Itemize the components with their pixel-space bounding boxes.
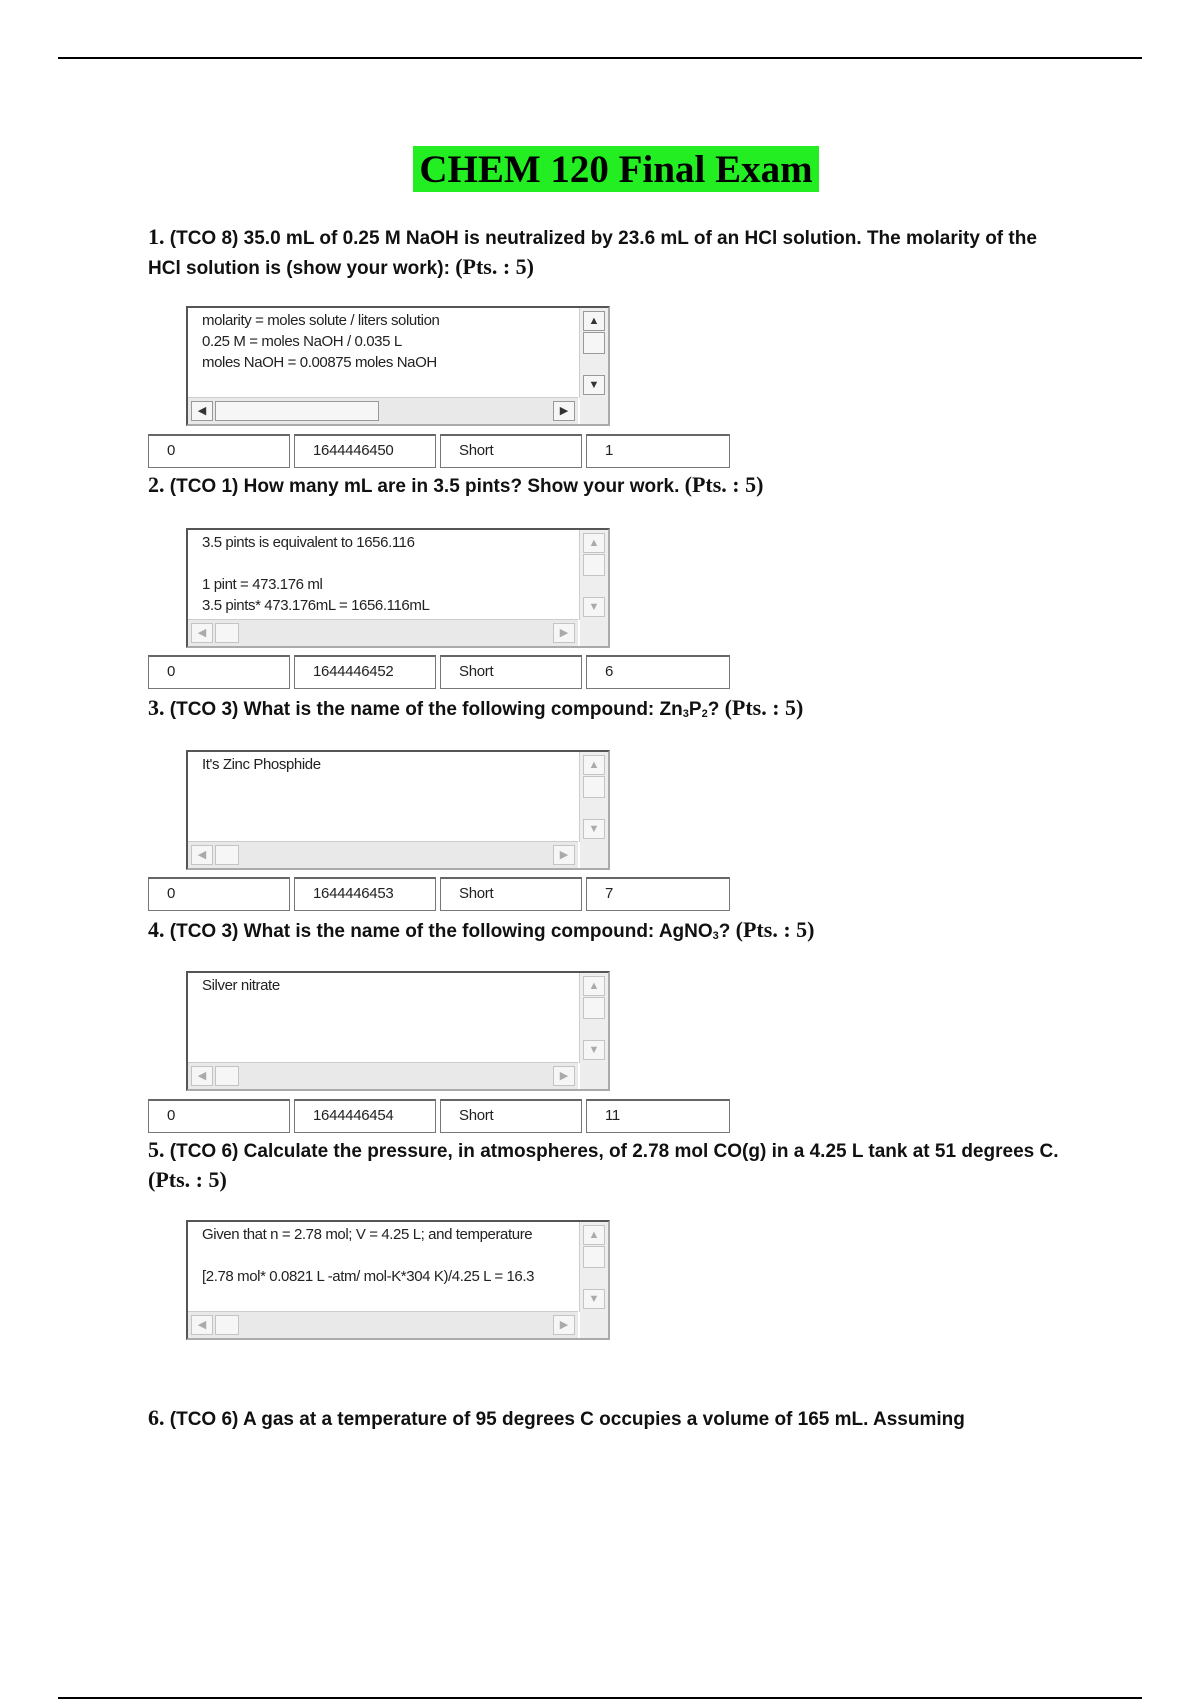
arrow-left-icon[interactable]: ◀: [191, 401, 213, 421]
answer-text[interactable]: [188, 752, 578, 842]
scrollbar-corner: [580, 1063, 608, 1089]
arrow-up-icon[interactable]: ▲: [583, 976, 605, 996]
vertical-scrollbar[interactable]: [579, 530, 608, 620]
question-number: 4.: [148, 917, 165, 942]
arrow-down-icon[interactable]: ▼: [583, 375, 605, 395]
vertical-scrollbar[interactable]: [579, 752, 608, 842]
answer-text[interactable]: [188, 308, 578, 398]
horizontal-scrollbar[interactable]: [188, 397, 578, 424]
vertical-scrollbar[interactable]: [579, 973, 608, 1063]
answer-textarea-4[interactable]: [186, 971, 610, 1091]
horizontal-scrollbar[interactable]: [188, 619, 578, 646]
answer-text[interactable]: [188, 1222, 578, 1312]
arrow-right-icon[interactable]: ▶: [553, 401, 575, 421]
vertical-scrollbar[interactable]: [579, 1222, 608, 1312]
answer-line: moles NaOH = 0.00875 moles NaOH: [202, 354, 437, 371]
question-3: [148, 694, 1068, 728]
answer-line: Given that n = 2.78 mol; V = 4.25 L; and temperature: [202, 1226, 533, 1243]
scroll-thumb[interactable]: [583, 776, 605, 798]
meta-score-field[interactable]: 0: [148, 877, 290, 911]
scroll-thumb[interactable]: [215, 401, 379, 421]
answer-line: Silver nitrate: [202, 977, 280, 994]
meta-id-field[interactable]: 1644446454: [294, 1099, 436, 1133]
meta-score-field[interactable]: 0: [148, 655, 290, 689]
scroll-thumb[interactable]: [583, 997, 605, 1019]
question-text: (TCO 8) 35.0 mL of 0.25 M NaOH is neutralized by 23.6 mL of an HCl solution. The molarity of the HCl solution is (show your work):: [148, 228, 1037, 279]
scroll-thumb[interactable]: [215, 1066, 239, 1086]
meta-score-field[interactable]: 0: [148, 1099, 290, 1133]
scroll-thumb[interactable]: [215, 845, 239, 865]
question-number: 6.: [148, 1405, 165, 1430]
question-number: 3.: [148, 695, 165, 720]
answer-line: 3.5 pints* 473.176mL = 1656.116mL: [202, 597, 430, 614]
meta-score-field[interactable]: 0: [148, 434, 290, 468]
arrow-right-icon[interactable]: ▶: [553, 845, 575, 865]
scroll-thumb[interactable]: [215, 623, 239, 643]
arrow-left-icon[interactable]: ◀: [191, 845, 213, 865]
arrow-left-icon[interactable]: ◀: [191, 1066, 213, 1086]
question-text: ?: [718, 921, 731, 942]
answer-line: It's Zinc Phosphide: [202, 756, 321, 773]
answer-line: 1 pint = 473.176 ml: [202, 576, 323, 593]
question-text: (TCO 6) A gas at a temperature of 95 degrees C occupies a volume of 165 mL. Assuming: [169, 1409, 965, 1430]
meta-order-field[interactable]: 11: [586, 1099, 730, 1133]
arrow-right-icon[interactable]: ▶: [553, 623, 575, 643]
answer-line: molarity = moles solute / liters solution: [202, 312, 440, 329]
arrow-up-icon[interactable]: ▲: [583, 311, 605, 331]
meta-type-field[interactable]: Short: [440, 1099, 582, 1133]
meta-id-field[interactable]: 1644446452: [294, 655, 436, 689]
question-2: [148, 471, 1068, 501]
question-number: 2.: [148, 472, 165, 497]
question-1: [148, 223, 1068, 283]
horizontal-scrollbar[interactable]: [188, 841, 578, 868]
document-title: CHEM 120 Final Exam: [413, 146, 818, 192]
question-text: ?: [707, 699, 720, 720]
question-number: 5.: [148, 1137, 165, 1162]
question-4: [148, 916, 1068, 950]
bottom-rule: [58, 1697, 1142, 1699]
question-points: (Pts. : 5): [724, 695, 804, 720]
answer-textarea-1[interactable]: [186, 306, 610, 426]
answer-textarea-5[interactable]: [186, 1220, 610, 1340]
meta-id-field[interactable]: 1644446450: [294, 434, 436, 468]
question-points: (Pts. : 5): [455, 254, 534, 279]
scroll-thumb[interactable]: [583, 332, 605, 354]
vertical-scrollbar[interactable]: [579, 308, 608, 398]
arrow-right-icon[interactable]: ▶: [553, 1315, 575, 1335]
scroll-thumb[interactable]: [215, 1315, 239, 1335]
arrow-left-icon[interactable]: ◀: [191, 1315, 213, 1335]
answer-line: [202, 1245, 564, 1266]
title-container: [0, 146, 1200, 192]
scroll-thumb[interactable]: [583, 554, 605, 576]
arrow-up-icon[interactable]: ▲: [583, 755, 605, 775]
question-6: [148, 1404, 1068, 1434]
arrow-up-icon[interactable]: ▲: [583, 533, 605, 553]
horizontal-scrollbar[interactable]: [188, 1062, 578, 1089]
answer-textarea-3[interactable]: [186, 750, 610, 870]
top-rule: [58, 57, 1142, 59]
arrow-down-icon[interactable]: ▼: [583, 1040, 605, 1060]
question-text: (TCO 3) What is the name of the following compound: AgNO: [169, 921, 713, 942]
subscript: 2: [701, 708, 708, 720]
answer-line: [2.78 mol* 0.0821 L -atm/ mol-K*304 K)/4.25 L = 16.3: [202, 1268, 535, 1285]
question-5: [148, 1136, 1068, 1196]
answer-textarea-2[interactable]: [186, 528, 610, 648]
arrow-left-icon[interactable]: ◀: [191, 623, 213, 643]
scrollbar-corner: [580, 398, 608, 424]
question-text: (TCO 6) Calculate the pressure, in atmospheres, of 2.78 mol CO(g) in a 4.25 L tank at 51 degrees C.: [169, 1141, 1059, 1162]
scrollbar-corner: [580, 620, 608, 646]
question-text: P: [688, 699, 702, 720]
arrow-up-icon[interactable]: ▲: [583, 1225, 605, 1245]
meta-id-field[interactable]: 1644446453: [294, 877, 436, 911]
question-points: (Pts. : 5): [148, 1167, 227, 1192]
meta-order-field[interactable]: 6: [586, 655, 730, 689]
arrow-right-icon[interactable]: ▶: [553, 1066, 575, 1086]
answer-line: [202, 553, 564, 574]
question-text: (TCO 3) What is the name of the following compound: Zn: [169, 699, 683, 720]
meta-order-field[interactable]: 7: [586, 877, 730, 911]
arrow-down-icon[interactable]: ▼: [583, 597, 605, 617]
answer-text[interactable]: [188, 973, 578, 1063]
arrow-down-icon[interactable]: ▼: [583, 1289, 605, 1309]
answer-line: 0.25 M = moles NaOH / 0.035 L: [202, 333, 402, 350]
subscript: 3: [712, 930, 719, 942]
horizontal-scrollbar[interactable]: [188, 1311, 578, 1338]
meta-type-field[interactable]: Short: [440, 434, 582, 468]
meta-type-field[interactable]: Short: [440, 655, 582, 689]
answer-text[interactable]: [188, 530, 578, 620]
meta-type-field[interactable]: Short: [440, 877, 582, 911]
meta-order-field[interactable]: 1: [586, 434, 730, 468]
arrow-down-icon[interactable]: ▼: [583, 819, 605, 839]
scroll-thumb[interactable]: [583, 1246, 605, 1268]
question-points: (Pts. : 5): [684, 472, 764, 497]
subscript: 3: [682, 708, 689, 720]
question-number: 1.: [148, 224, 165, 249]
question-points: (Pts. : 5): [735, 917, 815, 942]
scrollbar-corner: [580, 1312, 608, 1338]
question-text: (TCO 1) How many mL are in 3.5 pints? Show your work.: [169, 476, 680, 497]
scrollbar-corner: [580, 842, 608, 868]
answer-line: 3.5 pints is equivalent to 1656.116: [202, 534, 415, 551]
